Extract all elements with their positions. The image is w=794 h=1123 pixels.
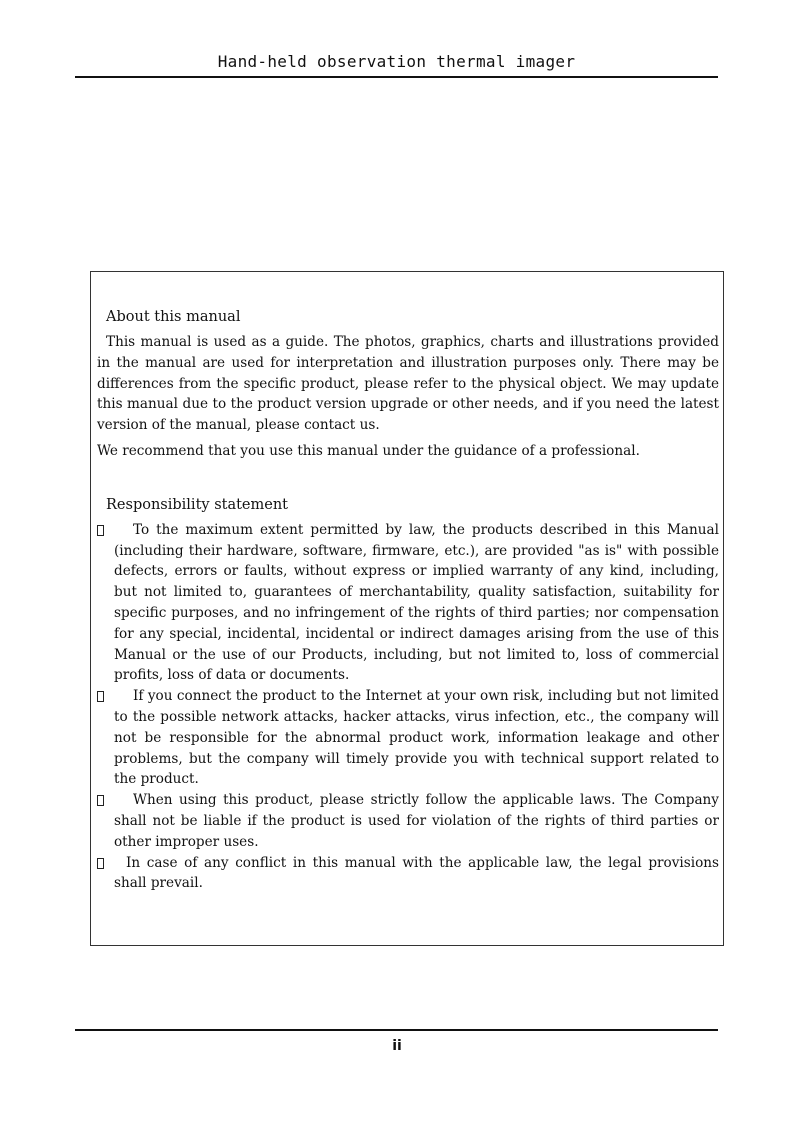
responsibility-list	[97, 520, 719, 894]
bullet-icon	[97, 795, 104, 806]
notice-box	[90, 271, 724, 946]
list-item	[97, 686, 719, 790]
bullet-icon	[97, 525, 104, 536]
footer-divider	[75, 1029, 718, 1031]
list-item	[97, 853, 719, 895]
notice-content	[97, 306, 719, 894]
list-item	[97, 790, 719, 852]
list-item-text: If you connect the product to the Internet at your own risk, including but not limited to the possible network attacks, hacker attacks, virus infection, etc., the company will not be responsible for the abnormal product work, information leakage and other problems, but the company will timely provide you with technical support related to the product.	[114, 688, 719, 788]
page-number: ii	[392, 1038, 402, 1054]
list-item-text: When using this product, please strictly follow the applicable laws. The Company shall not be liable if the product is used for violation of the rights of third parties or other improper uses.	[114, 792, 719, 850]
list-item	[97, 520, 719, 686]
about-heading: About this manual	[106, 309, 241, 325]
recommendation-paragraph: We recommend that you use this manual under the guidance of a professional.	[97, 442, 640, 459]
about-paragraph: This manual is used as a guide. The photos, graphics, charts and illustrations provided in the manual are used for interpretation and illustration purposes only. There may be differences from the specific product, please refer to the physical object. We may update this manual due to the product version upgrade or other needs, and if you need the latest version of the manual, please contact us.	[97, 334, 719, 434]
list-item-text: To the maximum extent permitted by law, the products described in this Manual (including their hardware, software, firmware, etc.), are provided "as is" with possible defects, errors or faults, without express or implied warranty of any kind, including, but not limited to, guarantees of merchantability, quality satisfaction, suitability for specific purposes, and no infringement of the rights of third parties; nor compensation for any special, incidental, incidental or indirect damages arising from the use of this Manual or the use of our Products, including, but not limited to, loss of commercial profits, loss of data or documents.	[114, 521, 719, 684]
bullet-icon	[97, 858, 104, 869]
document-title: Hand-held observation thermal imager	[217, 52, 576, 71]
bullet-icon	[97, 691, 104, 702]
responsibility-heading: Responsibility statement	[106, 496, 289, 513]
section-spacer	[97, 462, 719, 494]
list-item-text: In case of any conflict in this manual with the applicable law, the legal provisions shall prevail.	[114, 854, 719, 892]
page-header	[75, 50, 718, 78]
